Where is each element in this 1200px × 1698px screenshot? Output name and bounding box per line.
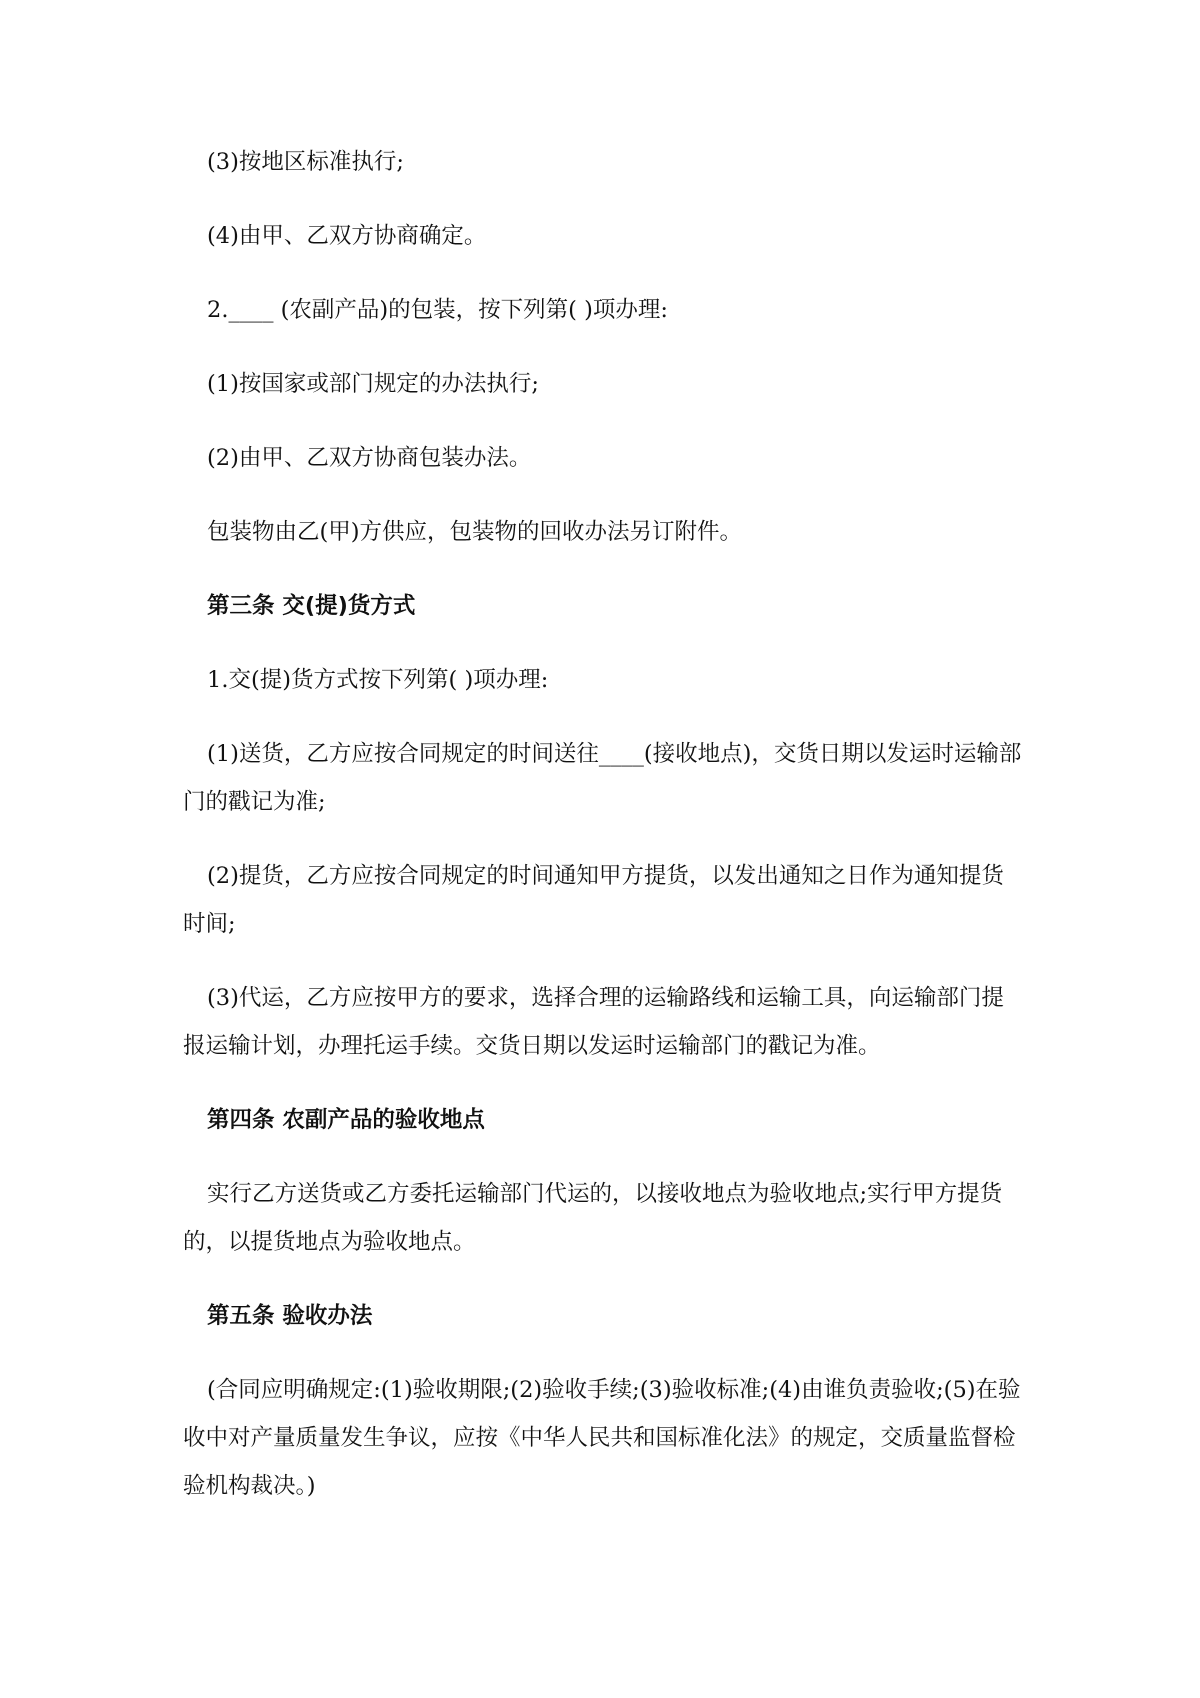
paragraph-standard-3: (3)按地区标准执行;	[207, 149, 404, 175]
paragraph-delivery-method: 1.交(提)货方式按下列第( )项办理:	[207, 667, 549, 693]
paragraph-packaging-option-2: (2)由甲、乙双方协商包装办法。	[207, 445, 532, 471]
paragraph-packaging-supply: 包装物由乙(甲)方供应，包装物的回收办法另订附件。	[207, 519, 743, 545]
document-body	[183, 138, 1023, 1510]
paragraph-standard-4: (4)由甲、乙双方协商确定。	[207, 223, 487, 249]
paragraph-inspection-methods: (合同应明确规定:(1)验收期限;(2)验收手续;(3)验收标准;(4)由谁负责验收;(5)在验收中对产量质量发生争议，应按《中华人民共和国标准化法》的规定，交质量监督检验机构裁决。)	[183, 1377, 1021, 1499]
paragraph-delivery-option-3: (3)代运，乙方应按甲方的要求，选择合理的运输路线和运输工具，向运输部门提报运输计划，办理托运手续。交货日期以发运时运输部门的戳记为准。	[183, 985, 1004, 1059]
heading-article-5: 第五条 验收办法	[207, 1303, 373, 1329]
paragraph-packaging-clause: 2.____ (农副产品)的包装，按下列第( )项办理:	[207, 297, 668, 323]
paragraph-delivery-option-1: (1)送货，乙方应按合同规定的时间送往____(接收地点)，交货日期以发运时运输部门的戳记为准;	[183, 741, 1022, 815]
paragraph-inspection-location: 实行乙方送货或乙方委托运输部门代运的，以接收地点为验收地点;实行甲方提货的，以提货地点为验收地点。	[183, 1181, 1003, 1255]
paragraph-packaging-option-1: (1)按国家或部门规定的办法执行;	[207, 371, 539, 397]
heading-article-4: 第四条 农副产品的验收地点	[207, 1107, 485, 1133]
paragraph-delivery-option-2: (2)提货，乙方应按合同规定的时间通知甲方提货，以发出通知之日作为通知提货时间;	[183, 863, 1004, 937]
heading-article-3: 第三条 交(提)货方式	[207, 593, 416, 619]
